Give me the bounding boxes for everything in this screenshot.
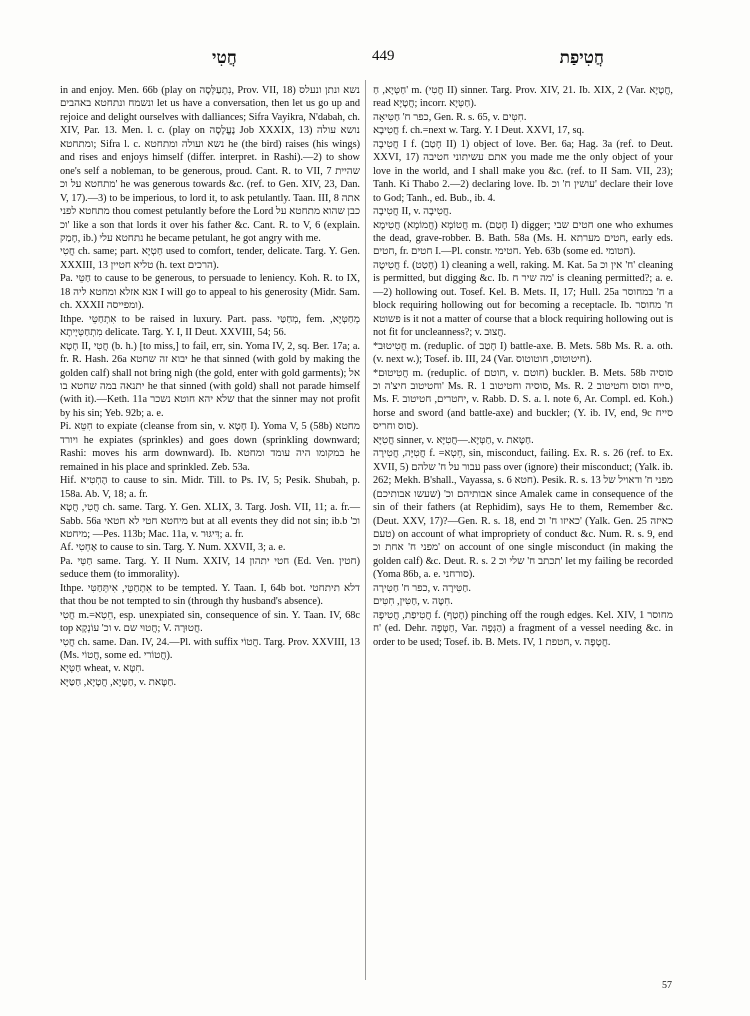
entry-ithpe-2: Ithpe. אִתְחַטֵּי, אִיתְּחַטִּי to be tempted. Y. Taan. I, 64b bot. דלא תיתחטי that thou be not tempted to sin (through thy husband's absence). — [60, 582, 361, 608]
entry-chati-ch-2: חֲטִי ch. same. Dan. IV, 24.—Pl. with suffix חֲטוֹי. Targ. Prov. XXVIII, 13 (Ms. חֲטוֹי, some ed. חֲטוֹרי). — [60, 636, 360, 662]
entry-chatitum: *חֲטִיטוּם m. (reduplic. of חוטם, v. חוטם) buckler. B. Mets. 58b סוסיה וחטיטוב חיצ'ה וכ' Ms. R. 1 סוסיה וחטיטוב, Ms. R. 2 סייח וסוס וחטיטוב, Ms. F. יחטרים, חטיטוב, v. Rabb. D. S. a. l. note 6, Ar. Compl. ed. Koh.) horse and sword (and battle-axe) and buckler; (Y. ib. IV, end, 9c סייח סוס וחריס). — [373, 367, 674, 433]
running-head-left: חֲטִי — [212, 48, 237, 67]
running-head-right: חֲטִיפַת — [559, 48, 604, 67]
entry-kefar-chatirah: כפר ח' חַטִּירָה, v. חַטִּירָה. — [373, 582, 471, 594]
page-header — [62, 48, 716, 72]
entry-chata-ii: חָטָא II, חֲטִי (b. h.) [to miss,] to fail, err, sin. Yoma IV, 2, sq. Ber. 17a; a. fr. R. Hash. 26a יבוא זה שחטא he that sinned (with gold by making the golden calf) shall not bring nigh (the gold, enter with gold garments); אל יתנאה במה שחטא בו he that sinned (with gold) shall not parade himself (with it).—Keth. 11a שלא יהא חוטא נשכר that the sinner may not profit by his sin; Yeb. 92b; a. e. — [60, 340, 361, 419]
column-divider — [365, 80, 366, 980]
entry-chatima: חֲטוֹמָא (חֲמוֹמָא) חֲטִימָא m. (חָטַם I) digger; חטים שבי one who exhumes the dead, grave-robber. B. Bath. 58a (Ms. H. חטים מערתא, early eds. חטים, fr. חטים I.—Pl. constr. חטימי. Yeb. 63b (some ed. חטומי). — [373, 219, 673, 258]
page-number: 449 — [372, 48, 395, 64]
entry-chatiyah: חֲטִיָּה, חֲטִירָה f. =חֵטְא, sin, misconduct, failing. Ex. R. s. 26 (ref. to Ex. XVII, 5) עבור על ח' שלהם pass over (ignore) their misconduct; (Yalk. ib. 262; Mekh. B'shall., Vayassa, s. 6 חטא). Pesik. R. s. 13 מפני ח' ודאויל של אבותיהם וכ' (שעשו אבותיכם) since Amalek came in consequence of the sin of their fathers (at Rephidim), says He to them, Remember &c. (Deut. XXV, 17)?—Gen. R. s. 18, end כאיזו ח' וכ' (Yalk. Gen. 25 כאיזה טעם) on account of what impropriety of conduct &c. Num. R. s. 9, end מפני ח' אחת וכ' on account of one single misconduct (in making the golden calf) &c. Deut. R. s. 2 תכתב ח' שלי וכ' let my failing be recorded (Yoma 86b, a. e. סורחני). — [373, 448, 673, 581]
entry-kefar-chatia: כפר ח' חַטִּיאָה, Gen. R. s. 65, v. חִטִּים. — [373, 111, 527, 123]
entry-chati-ch: חֲטִי ch. same; part. חַטְיָא used to comfort, tender, delicate. Targ. Y. Gen. XXXIII, 13 טליא חטיין (h. text הרכים). — [60, 246, 360, 271]
entry-pi: Pi. חִטֵּא to expiate (cleanse from sin, v. חָטָא I). Yoma V, 5 (58b) מחטא ויורד he expiates (sprinkles) and goes down (sprinkling downward; Rashi: moves his arm downward). Ib. במקומו היה עומד ומחטא he remained in his place and sprinkled. Zeb. 53a. — [60, 421, 360, 473]
entry-chatifat: חֲטִיפַת, חֲטִיפָה f. (חָטַף) pinching off the rough edges. Kel. XIV, 1 מחוסר ח' (ed. Dehr. חַטָּפָה, Var. הַגְּפָה) a fragment of a vessel needing &c. in order to be used; Tosef. ib. B. Mets. IV, 1 חטפת, v. חֲטָפָה. — [373, 609, 673, 648]
entry-chati-m: חֲטִי m.=חֵטְא, esp. unexpiated sin, consequence of sin. Y. Taan. IV, 68c top וכ' עוֹנְקָא v. חֲטוּי שם; V. חֲטוּרָה. — [60, 609, 360, 635]
entry-chativah-i: חֲטִיבָה I f. (חָטַב II) 1) object of love. Ber. 6a; Hag. 3a (ref. to Deut. XXVI, 17) אתם עשיתוני חטיבה you made me the only object of your love in the world, and I shall make you &c. (ref. to II Sam. VII, 23); Tanh. Ki Thabo 2.—2) declaring love. Ib. עושין ח' וכ' declare their love to God; Tanh., ed. Bub., ib. 4. — [373, 138, 673, 204]
entry-chatiya: חֲטִיָּא sinner, v. חַטְּיָא.—חֲטִיָּא, v. חַטָּאת. — [373, 434, 534, 446]
entry-chittin: חַטִּין, חִטִּים, v. חִטָּה. — [373, 596, 453, 608]
right-column — [373, 84, 673, 649]
entry-hif: Hif. הֶחְטִיא to cause to sin. Midr. Till. to Ps. IV, 5; Pesik. Shubah, p. 158a. Ab. V, 18; a. fr. — [60, 475, 361, 500]
entry-pa-2: Pa. חַטֵּי same. Targ. Y. II Num. XXIV, 14 חטי יתהון (Ed. Ven. חטין) seduce them (to immorality). — [60, 555, 360, 581]
entry-chativah-ii: חֲטִיבָה II, v. חֲטִיבָה. — [373, 206, 452, 218]
entry-chatitub: *חֲטִיטוּב m. (reduplic. of חָטַב I) battle-axe. B. Mets. 58b Ms. R. a. oth. (v. next w.); Tosef. ib. III, 24 (Var. חיטוטוס, חוטוטוס). — [373, 340, 673, 366]
entry-pa: Pa. חַטֵּי to cause to be generous, to persuade to leniency. Koh. R. to IX, 18 אנא אזלא ומחטא ליה I will go to appeal to his generosity (Midr. Sam. ch. XXXII ומפייסה). — [60, 273, 361, 312]
entry-chati-chata-ch: חֲטִי, חֲטָא ch. same. Targ. Y. Gen. XLIX, 3. Targ. Josh. VII, 11; a. fr.—Sabb. 56a מיחטא חטי לא חטאי but at all events they did not sin; ib.b וכ' מיחטא; —Pes. 113b; Mac. 11a, v. דִּיגּוּר; a. fr. — [60, 502, 360, 540]
entry-continuation: in and enjoy. Men. 66b (play on נִתְעַלְּסָה, Prov. VII, 18) נשא ונתן ונעלס ונשמח ונתחטא באהבים let us have a conversation, then let us go up and rejoice and delight ourselves with dalliances; Sifra Vayikra, N'dabah, ch. XIV, Par. 13. Men. l. c. (play on נֶעֱלָסָה Job XXXIX, 13) נושא עולה ומתחטא; Sifra l. c. נשא ועולה ומתחטא he (the bird) raises (his wings) and rises and enjoys himself (differ. interpret. in Rashi).—2) to show one's self a nobleman, to be generous, proud. Cant. R. to VII, 7 שהיית מתחטא על וכ' he was generous towards &c. (ref. to Gen. XIV, 23, Dan. V, 17).—3) to be imperious, to lord it, to ask petulantly. Taan. III, 8 אתה מתחטא לפני thou comest petulantly before the Lord כבן שהוא מתחטא על וכ' like a son that lords it over his father &c. Cant. R. to V, 6 (explain. חָמַק, ib.) נתחטא עלי he became petulant, he got angry with me. — [60, 85, 361, 244]
entry-chativa: חֲטִיבָא f. ch.=next w. Targ. Y. I Deut. XXVI, 17, sq. — [373, 125, 585, 137]
entry-chitya: חַטְּיָא wheat, v. חִטָּא. — [60, 663, 145, 675]
entry-chatitah: חֲטִיטָה f. (חָטַט) 1) cleaning a well, raking. M. Kat. 5a ח' אין וכ' cleaning is permitted, but digging &c. Ib. מה שיר ח' is cleaning permitted?; a. e.—2) hollowing out. Tosef. Kel. B. Mets. II, 17; Hull. 25a ח' במחוסר a block requiring hollowing out for becoming a receptacle. Ib. ח' מחוסר פשוטא is it not a matter of course that a block requiring hollowing out is not fit for uncleanness?; v. חֲצוּב. — [373, 259, 673, 339]
entry-af: Af. אַחְטִי to cause to sin. Targ. Y. Num. XXVII, 3; a. e. — [60, 542, 286, 554]
entry-ithpe: Ithpe. אִתְחַטֵּי to be raised in luxury. Part. pass. מְחַטַּי, fem. מְחַטְּיָא, מִתְחַטְּיָיתָא delicate. Targ. Y. I, II Deut. XXVIII, 54; 56. — [60, 313, 360, 339]
entry-chatya: חַטְּיָא, חַ' m. (חֲטִי II) sinner. Targ. Prov. XIV, 21. Ib. XIX, 2 (Var. חֲטָיָא, read חֲטָיָא; incorr. חַטְּיָא). — [373, 85, 673, 110]
entry-chatayya: חַטָּיָא, חֲטָיָא, חַטַּיָּא, v. חַטָּאת. — [60, 676, 177, 688]
left-column — [60, 84, 360, 689]
signature-mark: 57 — [662, 980, 672, 991]
